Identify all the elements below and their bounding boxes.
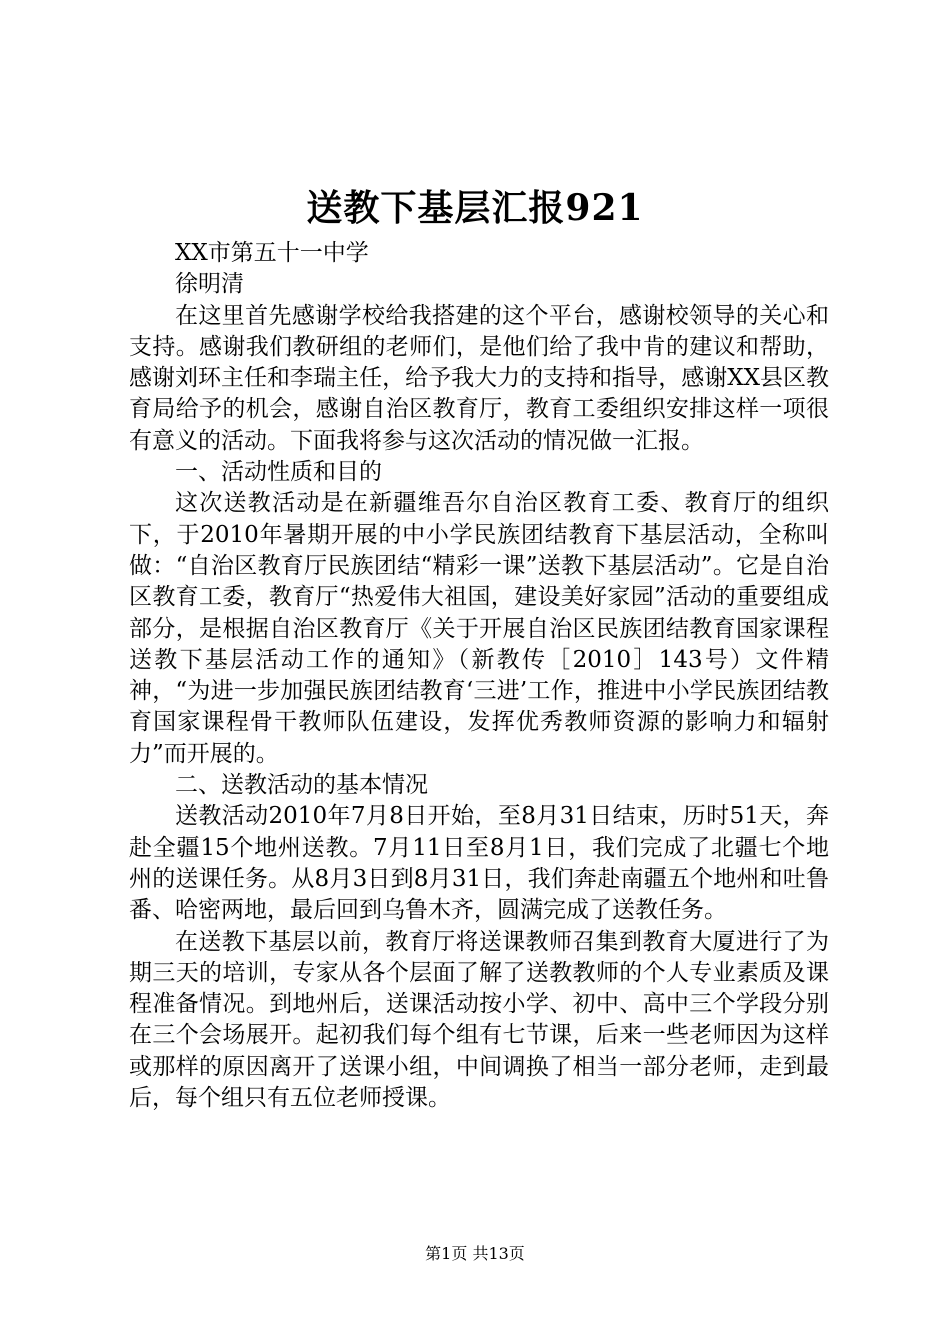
school-name: XX市第五十一中学 [175,240,369,266]
author-name: 徐明清 [175,271,244,298]
paragraph-training: 在送教下基层以前，教育厅将送课教师召集到教育大厦进行了为期三天的培训，专家从各个层面了解了送教教师的个人专业素质及课程准备情况。到地州后，送课活动按小学、初中、高中三个学段分别在三个会场展开。起初我们每个组有七节课，后来一些老师因为这样或那样的原因离开了送课小组，中间调换了相当一部分老师，走到最后，每个组只有五位老师授课。 [129,928,829,1112]
document-title: 送教下基层汇报921 [306,187,644,229]
section-heading-1: 一、活动性质和目的 [175,459,382,486]
page-footer: 第1页 共13页 [425,1244,525,1263]
paragraph-intro: 在这里首先感谢学校给我搭建的这个平台，感谢校领导的关心和支持。感谢我们教研组的老师们，是他们给了我中肯的建议和帮助，感谢刘环主任和李瑞主任，给予我大力的支持和指导，感谢XX县区教育局给予的机会，感谢自治区教育厅，教育工委组织安排这样一项很有意义的活动。下面我将参与这次活动的情况做一汇报。 [129,302,829,454]
paragraph-purpose: 这次送教活动是在新疆维吾尔自治区教育工委、教育厅的组织下，于2010年暑期开展的中小学民族团结教育下基层活动，全称叫做：“自治区教育厅民族团结“精彩一课”送教下基层活动”。它是自治区教育工委，教育厅“热爱伟大祖国，建设美好家园”活动的重要组成部分，是根据自治区教育厅《关于开展自治区民族团结教育国家课程送教下基层活动工作的通知》（新教传［2010］143号）文件精神，“为进一步加强民族团结教育‘三进’工作，推进中小学民族团结教育国家课程骨干教师队伍建设，发挥优秀教师资源的影响力和辐射力”而开展的。 [129,490,829,767]
document-body [129,238,829,1114]
section-heading-2: 二、送教活动的基本情况 [175,772,428,799]
paragraph-schedule: 送教活动2010年7月8日开始，至8月31日结束，历时51天，奔赴全疆15个地州送教。7月11日至8月1日，我们完成了北疆七个地州的送课任务。从8月3日到8月31日，我们奔赴南疆五个地州和吐鲁番、哈密两地，最后回到乌鲁木齐，圆满完成了送教任务。 [129,803,829,924]
